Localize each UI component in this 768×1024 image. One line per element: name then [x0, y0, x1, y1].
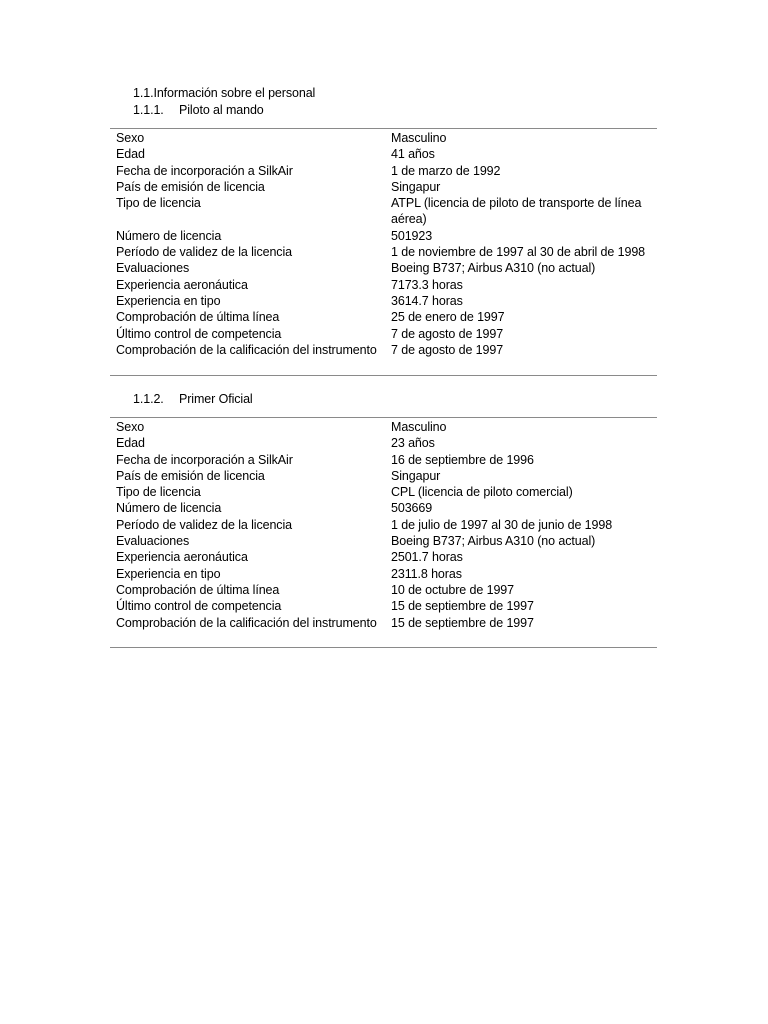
row-value: ATPL (licencia de piloto de transporte de línea aérea) [391, 196, 642, 227]
row-label: Tipo de licencia [116, 485, 201, 500]
row-label: Experiencia en tipo [116, 293, 221, 308]
row-label: Último control de competencia [116, 599, 282, 614]
row-value: 503669 [391, 501, 433, 516]
row-value: 1 de julio de 1997 al 30 de junio de 1998 [391, 517, 613, 532]
row-value: Boeing B737; Airbus A310 (no actual) [391, 261, 596, 276]
first-officer-rows [110, 418, 657, 631]
row-value: 10 de octubre de 1997 [391, 582, 515, 597]
row-value: Masculino [391, 131, 447, 145]
row-label: Experiencia en tipo [116, 566, 221, 581]
row-label: Experiencia aeronáutica [116, 277, 248, 292]
table-row [110, 228, 657, 244]
table-row [110, 419, 657, 435]
row-label: Evaluaciones [116, 261, 190, 276]
first-officer-subheading-number: 1.1.2. [133, 392, 164, 406]
pilot-subheading-number: 1.1.1. [133, 103, 164, 117]
row-label: Comprobación de última línea [116, 310, 280, 325]
row-label: País de emisión de licencia [116, 468, 265, 483]
table-row [110, 500, 657, 516]
row-label: Evaluaciones [116, 534, 190, 549]
row-value: 7 de agosto de 1997 [391, 342, 504, 357]
row-value: 501923 [391, 228, 433, 243]
row-value: 7 de agosto de 1997 [391, 326, 504, 341]
row-label: Edad [116, 436, 145, 451]
first-officer-info-table [110, 417, 657, 648]
row-label: Experiencia aeronáutica [116, 550, 248, 565]
row-value: 2311.8 horas [391, 566, 462, 581]
table-row [110, 293, 657, 309]
row-value: Masculino [391, 420, 447, 434]
pilot-rows [110, 129, 657, 358]
table-row [110, 598, 657, 614]
pilot-subheading-title: Piloto al mando [179, 103, 264, 117]
row-label: Edad [116, 147, 145, 162]
row-value: Singapur [391, 468, 441, 483]
row-value: 7173.3 horas [391, 277, 463, 292]
table-row [110, 260, 657, 276]
table-row [110, 452, 657, 468]
row-label: Período de validez de la licencia [116, 245, 292, 260]
row-label: Número de licencia [116, 228, 222, 243]
row-value: 25 de enero de 1997 [391, 310, 505, 325]
row-label: País de emisión de licencia [116, 179, 265, 194]
table-row [110, 163, 657, 179]
table-row [110, 195, 657, 228]
table-row [110, 582, 657, 598]
row-value: 2501.7 horas [391, 550, 463, 565]
table-row [110, 244, 657, 260]
table-row [110, 517, 657, 533]
row-value: 3614.7 horas [391, 293, 463, 308]
row-label: Comprobación de la calificación del instrumento [116, 342, 377, 357]
row-value: 15 de septiembre de 1997 [391, 599, 534, 614]
first-officer-subheading-title: Primer Oficial [179, 392, 253, 406]
table-row [110, 435, 657, 451]
row-label: Número de licencia [116, 501, 222, 516]
first-officer-subheading [133, 391, 253, 407]
table-row [110, 615, 657, 631]
row-value: 1 de noviembre de 1997 al 30 de abril de 1998 [391, 245, 646, 260]
table-row [110, 533, 657, 549]
row-label: Fecha de incorporación a SilkAir [116, 163, 293, 178]
table-row [110, 549, 657, 565]
row-label: Tipo de licencia [116, 196, 201, 211]
row-value: Singapur [391, 179, 441, 194]
row-label: Comprobación de la calificación del instrumento [116, 615, 377, 630]
table-row [110, 130, 657, 146]
table-row [110, 179, 657, 195]
table-row [110, 342, 657, 358]
pilot-subheading [133, 102, 264, 118]
row-label: Sexo [116, 420, 145, 434]
row-value: 15 de septiembre de 1997 [391, 615, 534, 630]
row-label: Fecha de incorporación a SilkAir [116, 452, 293, 467]
pilot-info-table [110, 128, 657, 376]
section-heading: 1.1.Información sobre el personal [133, 86, 316, 100]
row-label: Sexo [116, 131, 145, 145]
row-value: 23 años [391, 436, 435, 451]
row-value: 1 de marzo de 1992 [391, 163, 501, 178]
row-label: Período de validez de la licencia [116, 517, 292, 532]
row-value: CPL (licencia de piloto comercial) [391, 485, 573, 500]
table-row [110, 326, 657, 342]
row-value: 41 años [391, 147, 435, 162]
row-label: Último control de competencia [116, 326, 282, 341]
table-row [110, 468, 657, 484]
row-value: Boeing B737; Airbus A310 (no actual) [391, 534, 596, 549]
row-value: 16 de septiembre de 1996 [391, 452, 534, 467]
table-row [110, 277, 657, 293]
table-row [110, 566, 657, 582]
table-row [110, 309, 657, 325]
row-label: Comprobación de última línea [116, 582, 280, 597]
table-row [110, 146, 657, 162]
table-row [110, 484, 657, 500]
